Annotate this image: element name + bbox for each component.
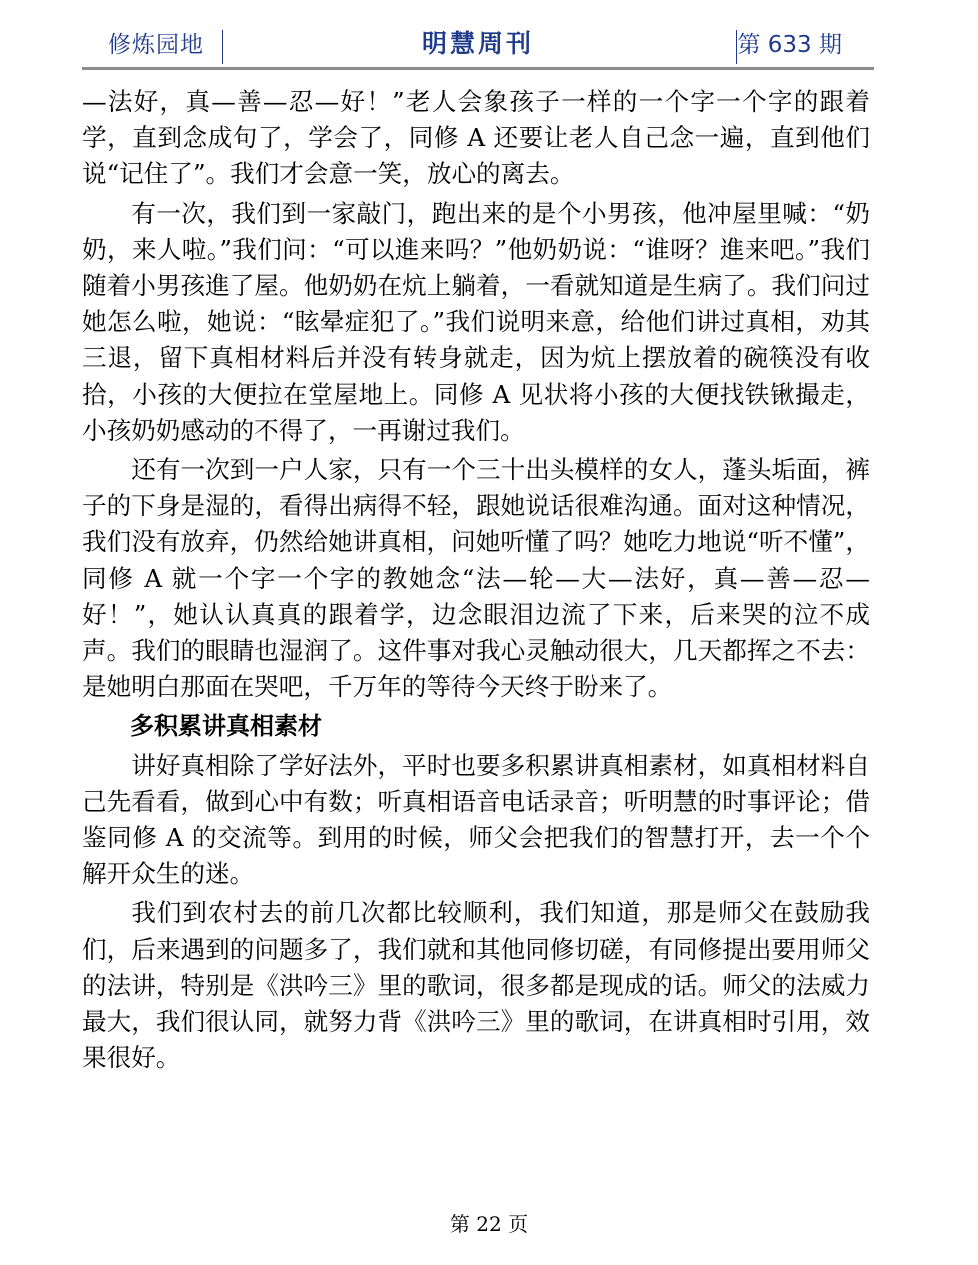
paragraph: 还有一次到一户人家，只有一个三十出头模样的女人，蓬头垢面，裤子的下身是湿的，看得出病得不轻，跟她说话很难沟通。面对这种情况，我们没有放弃，仍然给她讲真相，问她听懂了吗？她吃力地说“听不懂”，同修 A 就一个字一个字的教她念“法—轮—大—法好，真—善—忍—好！”，她认认真真的跟着学，边念眼泪边流了下来，后来哭的泣不成声。我们的眼睛也湿润了。这件事对我心灵触动很大，几天都挥之不去：是她明白那面在哭吧，千万年的等待今天终于盼来了。 [82, 455, 870, 702]
publication-title: 明慧周刊 [421, 29, 534, 58]
subheading: 多积累讲真相素材 [130, 712, 322, 741]
paragraph: 我们到农村去的前几次都比较顺利，我们知道，那是师父在鼓励我们，后来遇到的问题多了，我们就和其他同修切磋，有同修提出要用师父的法讲，特别是《洪吟三》里的歌词，很多都是现成的话。师父的法威力最大，我们很认同，就努力背《洪吟三》里的歌词，在讲真相时引用，效果很好。 [82, 898, 870, 1073]
section-name: 修炼园地 [108, 32, 204, 58]
paragraph: —法好，真—善—忍—好！”老人会象孩子一样的一个字一个字的跟着学，直到念成句了，学会了，同修 A 还要让老人自己念一遍，直到他们说“记住了”。我们才会意一笑，放心的离去。 [82, 87, 870, 189]
article-body [82, 84, 870, 1079]
paragraph: 有一次，我们到一家敲门，跑出来的是个小男孩，他冲屋里喊：“奶奶，来人啦。”我们问：“可以進来吗？”他奶奶说：“谁呀？進来吧。”我们随着小男孩進了屋。他奶奶在炕上躺着，一看就知道是生病了。我们问过她怎么啦，她说：“眩晕症犯了。”我们说明来意，给他们讲过真相，劝其三退，留下真相材料后并没有转身就走，因为炕上摆放着的碗筷没有收拾，小孩的大便拉在堂屋地上。同修 A 见状将小孩的大便找铁锹撮走，小孩奶奶感动的不得了，一再谢过我们。 [82, 198, 870, 445]
page-header [82, 22, 874, 70]
paragraph: 讲好真相除了学好法外，平时也要多积累讲真相素材，如真相材料自己先看看，做到心中有数；听真相语音电话录音；听明慧的时事评论；借鉴同修 A 的交流等。到用的时候，师父会把我们的智慧打开，去一个个解开众生的迷。 [82, 750, 870, 889]
page-number: 第 22 页 [449, 1212, 529, 1236]
header-rule [82, 67, 874, 70]
issue-number: 第 633 期 [737, 32, 842, 58]
